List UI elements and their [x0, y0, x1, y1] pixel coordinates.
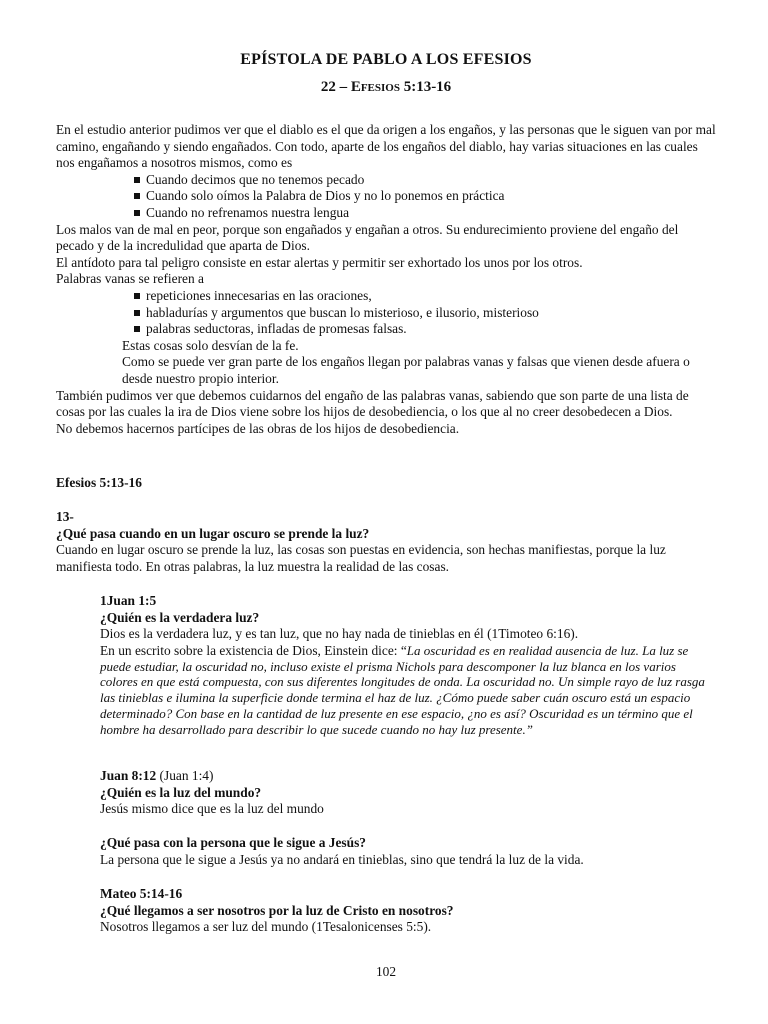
- vain-words-list: [56, 288, 716, 338]
- question: ¿Quién es la luz del mundo?: [100, 784, 262, 800]
- question: ¿Qué llegamos a ser nosotros por la luz de Cristo en nosotros?: [100, 902, 454, 918]
- einstein-quote: [100, 643, 716, 738]
- scripture-reference: Mateo 5:14-16: [100, 886, 183, 901]
- passage-heading: Efesios 5:13-16: [56, 475, 142, 490]
- intro-paragraph-7: También pudimos ver que debemos cuidarnos del engaño de las palabras vanas, sabiendo que son parte de una lista de cosas por las cuales la ira de Dios viene sobre los hijos de desobediencia, o los que al no creer desobedecen a Dios.: [56, 387, 689, 420]
- list-item: Cuando solo oímos la Palabra de Dios y no lo ponemos en práctica: [56, 188, 716, 205]
- intro-section: [56, 122, 716, 437]
- list-item: Cuando decimos que no tenemos pecado: [56, 172, 716, 189]
- list-item: habladurías y argumentos que buscan lo misterioso, e ilusorio, misterioso: [56, 305, 716, 322]
- document-subtitle: [56, 79, 716, 96]
- intro-paragraph-8: No debemos hacernos partícipes de las obras de los hijos de desobediencia.: [56, 420, 460, 436]
- answer: Dios es la verdadera luz, y es tan luz, que no hay nada de tinieblas en él (1Timoteo 6:16).: [100, 626, 579, 642]
- 1juan-section: [100, 593, 716, 738]
- juan8-section: [100, 768, 716, 818]
- lesson-number: 22 –: [320, 79, 348, 95]
- verse-number: 13-: [56, 509, 74, 524]
- list-item: palabras seductoras, infladas de promesas falsas.: [56, 321, 716, 338]
- intro-paragraph-2: Los malos van de mal en peor, porque son engañados y engañan a otros. Su endurecimiento proviene del engaño del pecado y de la incredulidad que aparta de Dios.: [56, 221, 679, 254]
- quote-close: ”: [525, 721, 533, 737]
- intro-paragraph-3: El antídoto para tal peligro consiste en estar alertas y permitir ser exhortado los unos por los otros.: [56, 254, 583, 270]
- list-item: repeticiones innecesarias en las oraciones,: [56, 288, 716, 305]
- quote-lead: En un escrito sobre la existencia de Dios, Einstein dice: “: [100, 642, 407, 658]
- intro-paragraph-4: Palabras vanas se refieren a: [56, 271, 204, 287]
- page-number: 102: [375, 964, 397, 979]
- question: ¿Quién es la verdadera luz?: [100, 609, 260, 625]
- answer: Cuando en lugar oscuro se prende la luz, las cosas son puestas en evidencia, son hechas manifiestas, porque la luz manifiesta todo. En otras palabras, la luz muestra la realidad de las cosas.: [56, 542, 666, 574]
- answer: La persona que le sigue a Jesús ya no andará en tinieblas, sino que tendrá la luz de la vida.: [100, 851, 584, 867]
- scripture-reference: 1Juan 1:5: [100, 593, 157, 608]
- deception-list: [56, 172, 716, 222]
- lesson-reference: Efesios 5:13-16: [350, 79, 452, 95]
- list-item: Cuando no refrenamos nuestra lengua: [56, 205, 716, 222]
- question: ¿Qué pasa cuando en un lugar oscuro se prende la luz?: [56, 525, 370, 541]
- answer: Jesús mismo dice que es la luz del mundo: [100, 801, 324, 817]
- question: ¿Qué pasa con la persona que le sigue a Jesús?: [100, 835, 366, 850]
- mateo-section: [100, 886, 716, 936]
- document-title: EPÍSTOLA DE PABLO A LOS EFESIOS: [240, 51, 532, 68]
- quote-text: La oscuridad es en realidad ausencia de luz. La luz se puede estudiar, la oscuridad no, incluso existe el prisma Nichols para descomponer la luz blanca en los varios colores en que está compuesta, con sus diferentes longitudes de onda. La oscuridad no. Un simple rayo de luz rasga las tinieblas e ilumina la superficie donde termina el haz de luz. ¿Cómo puede saber cuán oscuro está un espacio determinado? Con base en la cantidad de luz presente en ese espacio, ¿no es así? Oscuridad es un término que el hombre ha desarrollado para describir lo que sucede cuando no hay luz presente.: [100, 642, 705, 737]
- intro-paragraph-1: En el estudio anterior pudimos ver que el diablo es el que da origen a los engaños, y las personas que le siguen van por mal camino, engañando y siendo engañados. Con todo, aparte de los engaños del diablo, hay varias situaciones en las cuales nos engañamos a nosotros mismos, como es: [56, 122, 716, 171]
- scripture-cross-reference: (Juan 1:4): [156, 768, 214, 783]
- verse-13-section: [56, 509, 716, 575]
- intro-paragraph-6: Como se puede ver gran parte de los engaños llegan por palabras vanas y falsas que vienen desde afuera o desde nuestro propio interior.: [122, 354, 690, 386]
- answer: Nosotros llegamos a ser luz del mundo (1Tesalonicenses 5:5).: [100, 919, 432, 935]
- scripture-line: [100, 768, 716, 785]
- scripture-reference: Juan 8:12: [100, 768, 157, 783]
- juan8-followup: [100, 835, 716, 868]
- intro-paragraph-5: Estas cosas solo desvían de la fe.: [122, 337, 299, 353]
